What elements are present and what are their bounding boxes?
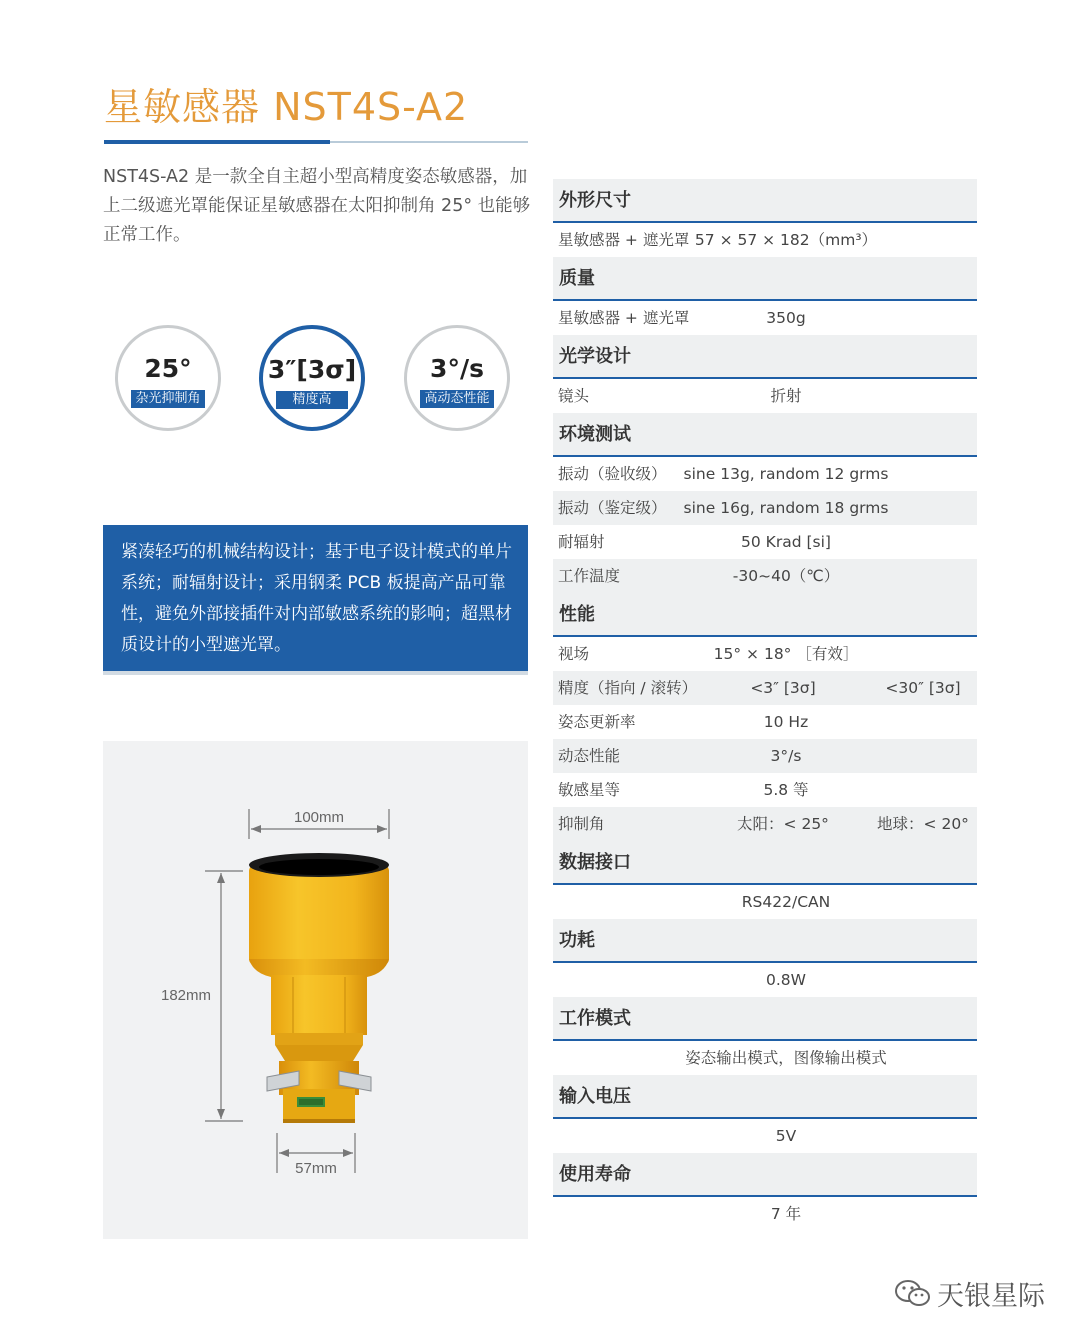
spec-row (553, 525, 977, 559)
spec-value: <3″ [3σ] (750, 679, 816, 697)
spec-value: sine 13g, random 12 grms (683, 465, 889, 483)
spec-value: 15° × 18° ［有效］ (713, 645, 859, 663)
highlight-value: 3°/s (430, 354, 484, 383)
spec-row (553, 739, 977, 773)
spec-section-title: 工作模式 (553, 997, 977, 1041)
spec-row (553, 963, 977, 997)
spec-value: <30″ [3σ] (885, 679, 961, 697)
spec-value: 3°/s (770, 747, 802, 765)
spec-section-title: 使用寿命 (553, 1153, 977, 1197)
spec-value: 太阳：< 25° (737, 815, 829, 833)
dimension-drawing (103, 741, 528, 1239)
spec-key: 镜头 (558, 387, 590, 405)
spec-row (553, 807, 977, 841)
spec-row (553, 457, 977, 491)
spec-key: 工作温度 (558, 567, 621, 585)
spec-row (553, 1197, 977, 1231)
spec-key: 动态性能 (558, 747, 621, 765)
title-divider-accent (104, 140, 330, 144)
page-title: 星敏感器 NST4S-A2 (104, 85, 469, 129)
spec-row (553, 885, 977, 919)
spec-row (553, 1119, 977, 1153)
base-label: 57mm (295, 1160, 337, 1177)
spec-key: 振动（鉴定级） (558, 499, 667, 517)
spec-section-title: 性能 (553, 593, 977, 637)
spec-value: 5.8 等 (763, 781, 809, 799)
spec-row (553, 705, 977, 739)
spec-value: sine 16g, random 18 grms (683, 499, 889, 517)
spec-row (553, 637, 977, 671)
spec-key: 抑制角 (558, 815, 605, 833)
spec-row (553, 301, 977, 335)
sensor-illustration (103, 741, 528, 1239)
spec-value: 7 年 (770, 1205, 802, 1223)
width-label: 100mm (293, 809, 345, 826)
spec-key: 星敏感器 + 遮光罩 (558, 309, 690, 327)
spec-key: 敏感星等 (558, 781, 621, 799)
features-box: 紧凑轻巧的机械结构设计；基于电子设计模式的单片系统；耐辐射设计；采用钢柔 PCB 板提高产品可靠性，避免外部接插件对内部敏感系统的影响；超黑材质设计的小型遮光罩。 (103, 525, 528, 671)
watermark (893, 1274, 1045, 1317)
height-label: 182mm (160, 987, 212, 1004)
highlight-value: 3″[3σ] (267, 355, 357, 384)
spec-key: 星敏感器 + 遮光罩 (558, 231, 690, 249)
highlight-label: 精度高 (276, 391, 348, 409)
highlight-label: 杂光抑制角 (131, 390, 205, 408)
spec-section-title: 光学设计 (553, 335, 977, 379)
highlight-label: 高动态性能 (420, 390, 494, 408)
highlight-value: 25° (144, 354, 192, 383)
spec-row (553, 223, 977, 257)
spec-section-title: 数据接口 (553, 841, 977, 885)
spec-value: RS422/CAN (741, 893, 831, 911)
spec-row (553, 671, 977, 705)
spec-table (553, 179, 977, 1231)
intro-paragraph: NST4S-A2 是一款全自主超小型高精度姿态敏感器，加上二级遮光罩能保证星敏感器在太阳抑制角 25° 也能够正常工作。 (103, 167, 531, 245)
spec-section-title: 外形尺寸 (553, 179, 977, 223)
spec-key: 姿态更新率 (558, 713, 636, 731)
spec-row (553, 491, 977, 525)
spec-section-title: 输入电压 (553, 1075, 977, 1119)
spec-row (553, 773, 977, 807)
spec-value: 5V (775, 1127, 797, 1145)
spec-section-title: 环境测试 (553, 413, 977, 457)
watermark-text: 天银星际 (937, 1281, 1045, 1312)
spec-key: 视场 (558, 645, 590, 663)
spec-value: 57 × 57 × 182（mm³） (694, 231, 878, 249)
spec-value: -30~40（℃） (732, 567, 840, 585)
spec-value: 0.8W (766, 971, 806, 989)
spec-key: 耐辐射 (558, 533, 605, 551)
spec-row (553, 379, 977, 413)
wechat-icon (893, 1278, 933, 1317)
highlight-dynamics (404, 325, 510, 431)
spec-section-title: 功耗 (553, 919, 977, 963)
spec-value: 350g (766, 309, 806, 327)
spec-value: 地球：< 20° (877, 815, 969, 833)
spec-key: 精度（指向 / 滚转） (558, 679, 698, 697)
spec-section-title: 质量 (553, 257, 977, 301)
spec-key: 振动（验收级） (558, 465, 667, 483)
features-box-shadow (103, 671, 528, 675)
spec-row (553, 1041, 977, 1075)
spec-value: 姿态输出模式，图像输出模式 (685, 1049, 887, 1067)
spec-value: 50 Krad [si] (741, 533, 831, 551)
spec-row (553, 559, 977, 593)
spec-value: 折射 (770, 387, 802, 405)
spec-value: 10 Hz (763, 713, 809, 731)
highlight-stray-light (115, 325, 221, 431)
highlight-accuracy (259, 325, 365, 431)
